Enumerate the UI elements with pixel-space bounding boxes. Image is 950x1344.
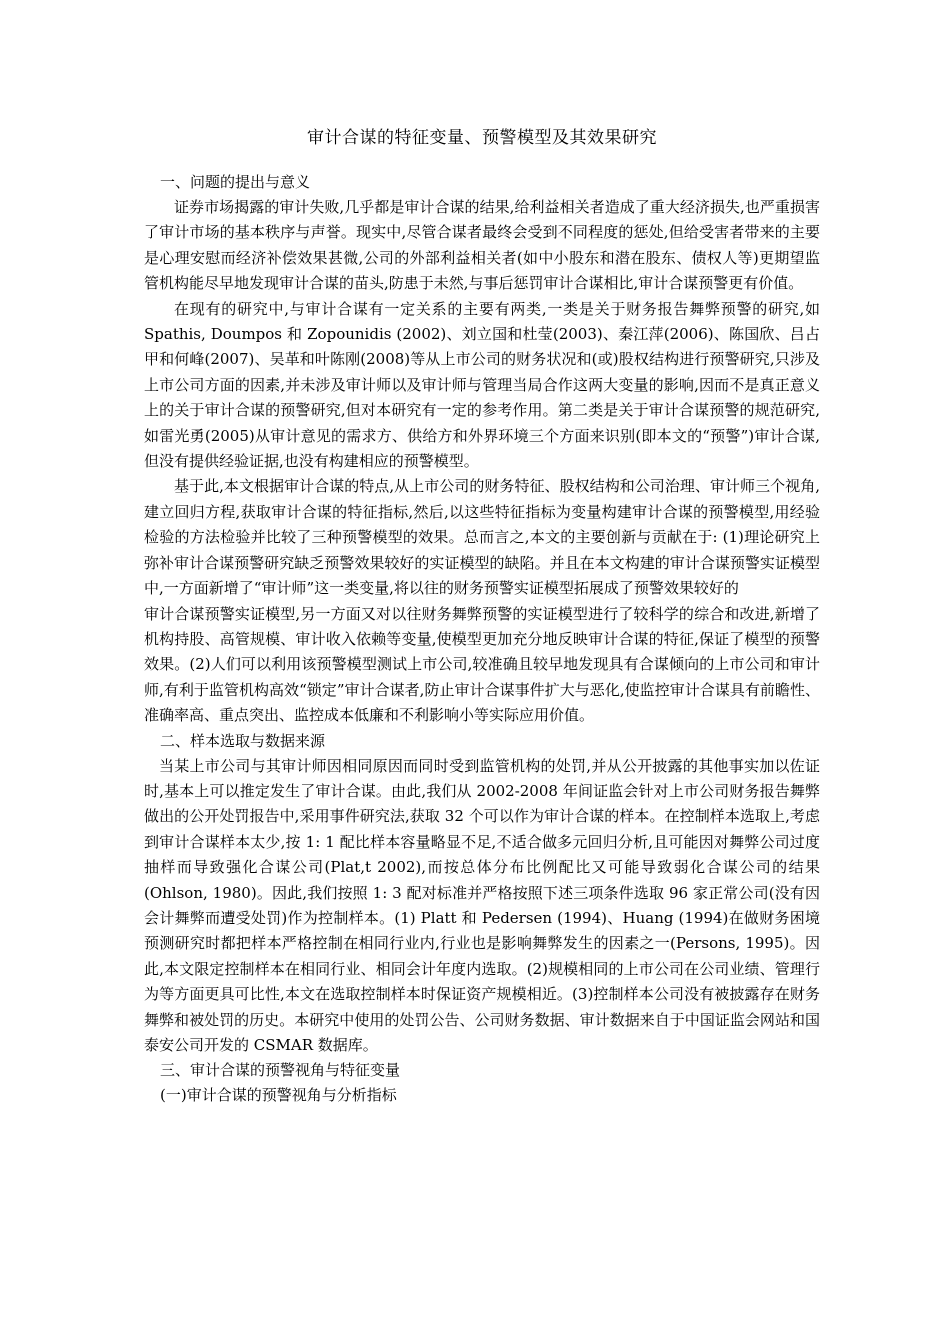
- section-heading-2: 二、样本选取与数据来源: [160, 731, 326, 750]
- paragraph: 审计合谋预警实证模型,另一方面又对以往财务舞弊预警的实证模型进行了较科学的综合和改进,新增了机构持股、高管规模、审计收入依赖等变量,使模型更加充分地反映审计合谋的特征,保证了模型的预警效果。(2)人们可以利用该预警模型测试上市公司,较准确且较早地发现具有合谋倾向的上市公司和审计师,有利于监管机构高效“锁定”审计合谋者,防止审计合谋事件扩大与恶化,使监控审计合谋具有前瞻性、准确率高、重点突出、监控成本低廉和不利影响小等实际应用价值。: [144, 604, 820, 725]
- section-heading-3: 三、审计合谋的预警视角与特征变量: [160, 1061, 401, 1080]
- subsection-heading: (一)审计合谋的预警视角与分析指标: [160, 1086, 397, 1105]
- paragraph: 当某上市公司与其审计师因相同原因而同时受到监管机构的处罚,并从公开披露的其他事实加以佐证时,基本上可以推定发生了审计合谋。由此,我们从 2002-2008 年间证监会针对上市公司财务报告舞弊做出的公开处罚报告中,采用事件研究法,获取 32 个可以作为审计合谋的样本。在控制样本选取上,考虑到审计合谋样本太少,按 1: 1 配比样本容量略显不足,不适合做多元回归分析,且可能因对舞弊公司过度抽样而导致强化合谋公司(Plat,t 2002),而按总体分布比例配比又可能导致弱化合谋公司的结果(Ohlson, 1980)。因此,我们按照 1: 3 配对标准并严格按照下述三项条件选取 96 家正常公司(没有因会计舞弊而遭受处罚)作为控制样本。(1) Platt 和 Pedersen (1994)、Huang (1994)在做财务困境预测研究时都把样本严格控制在相同行业内,行业也是影响舞弊发生的因素之一(Persons, 1995)。因此,本文限定控制样本在相同行业、相同会计年度内选取。(2)规模相同的上市公司在公司业绩、管理行为等方面更具可比性,本文在选取控制样本时保证资产规模相近。(3)控制样本公司没有被披露存在财务舞弊和被处罚的历史。本研究中使用的处罚公告、公司财务数据、审计数据来自于中国证监会网站和国泰安公司开发的 CSMAR 数据库。: [144, 756, 820, 1054]
- section-heading-1: 一、问题的提出与意义: [160, 173, 311, 191]
- paragraph: 在现有的研究中,与审计合谋有一定关系的主要有两类,一类是关于财务报告舞弊预警的研究,如 Spathis, Doumpos 和 Zopounidis (2002)、刘立国和杜莹(2003)、秦江萍(2006)、陈国欣、吕占甲和何峰(2007)、吴革和叶陈刚(2008)等从上市公司的财务状况和(或)股权结构进行预警研究,只涉及上市公司方面的因素,并未涉及审计师以及审计师与管理当局合作这两大变量的影响,因而不是真正意义上的关于审计合谋的预警研究,但对本研究有一定的参考作用。第二类是关于审计合谋预警的规范研究,如雷光勇(2005)从审计意见的需求方、供给方和外界环境三个方面来识别(即本文的“预警”)审计合谋,但没有提供经验证据,也没有构建相应的预警模型。: [144, 299, 820, 471]
- document-title: 审计合谋的特征变量、预警模型及其效果研究: [307, 128, 657, 148]
- document-page: [144, 118, 820, 1108]
- paragraph: 基于此,本文根据审计合谋的特点,从上市公司的财务特征、股权结构和公司治理、审计师三个视角,建立回归方程,获取审计合谋的特征指标,然后,以这些特征指标为变量构建审计合谋的预警模型,用经验检验的方法检验并比较了三种预警模型的效果。总而言之,本文的主要创新与贡献在于: (1)理论研究上弥补审计合谋预警研究缺乏预警效果较好的实证模型的缺陷。并且在本文构建的审计合谋预警实证模型中,一方面新增了“审计师”这一类变量,将以往的财务预警实证模型拓展成了预警效果较好的: [144, 477, 820, 598]
- paragraph: 证券市场揭露的审计失败,几乎都是审计合谋的结果,给利益相关者造成了重大经济损失,也严重损害了审计市场的基本秩序与声誉。现实中,尽管合谋者最终会受到不同程度的惩处,但给受害者带来的主要是心理安慰而经济补偿效果甚微,公司的外部利益相关者(如中小股东和潜在股东、债权人等)更期望监管机构能尽早地发现审计合谋的苗头,防患于未然,与事后惩罚审计合谋相比,审计合谋预警更有价值。: [144, 198, 820, 293]
